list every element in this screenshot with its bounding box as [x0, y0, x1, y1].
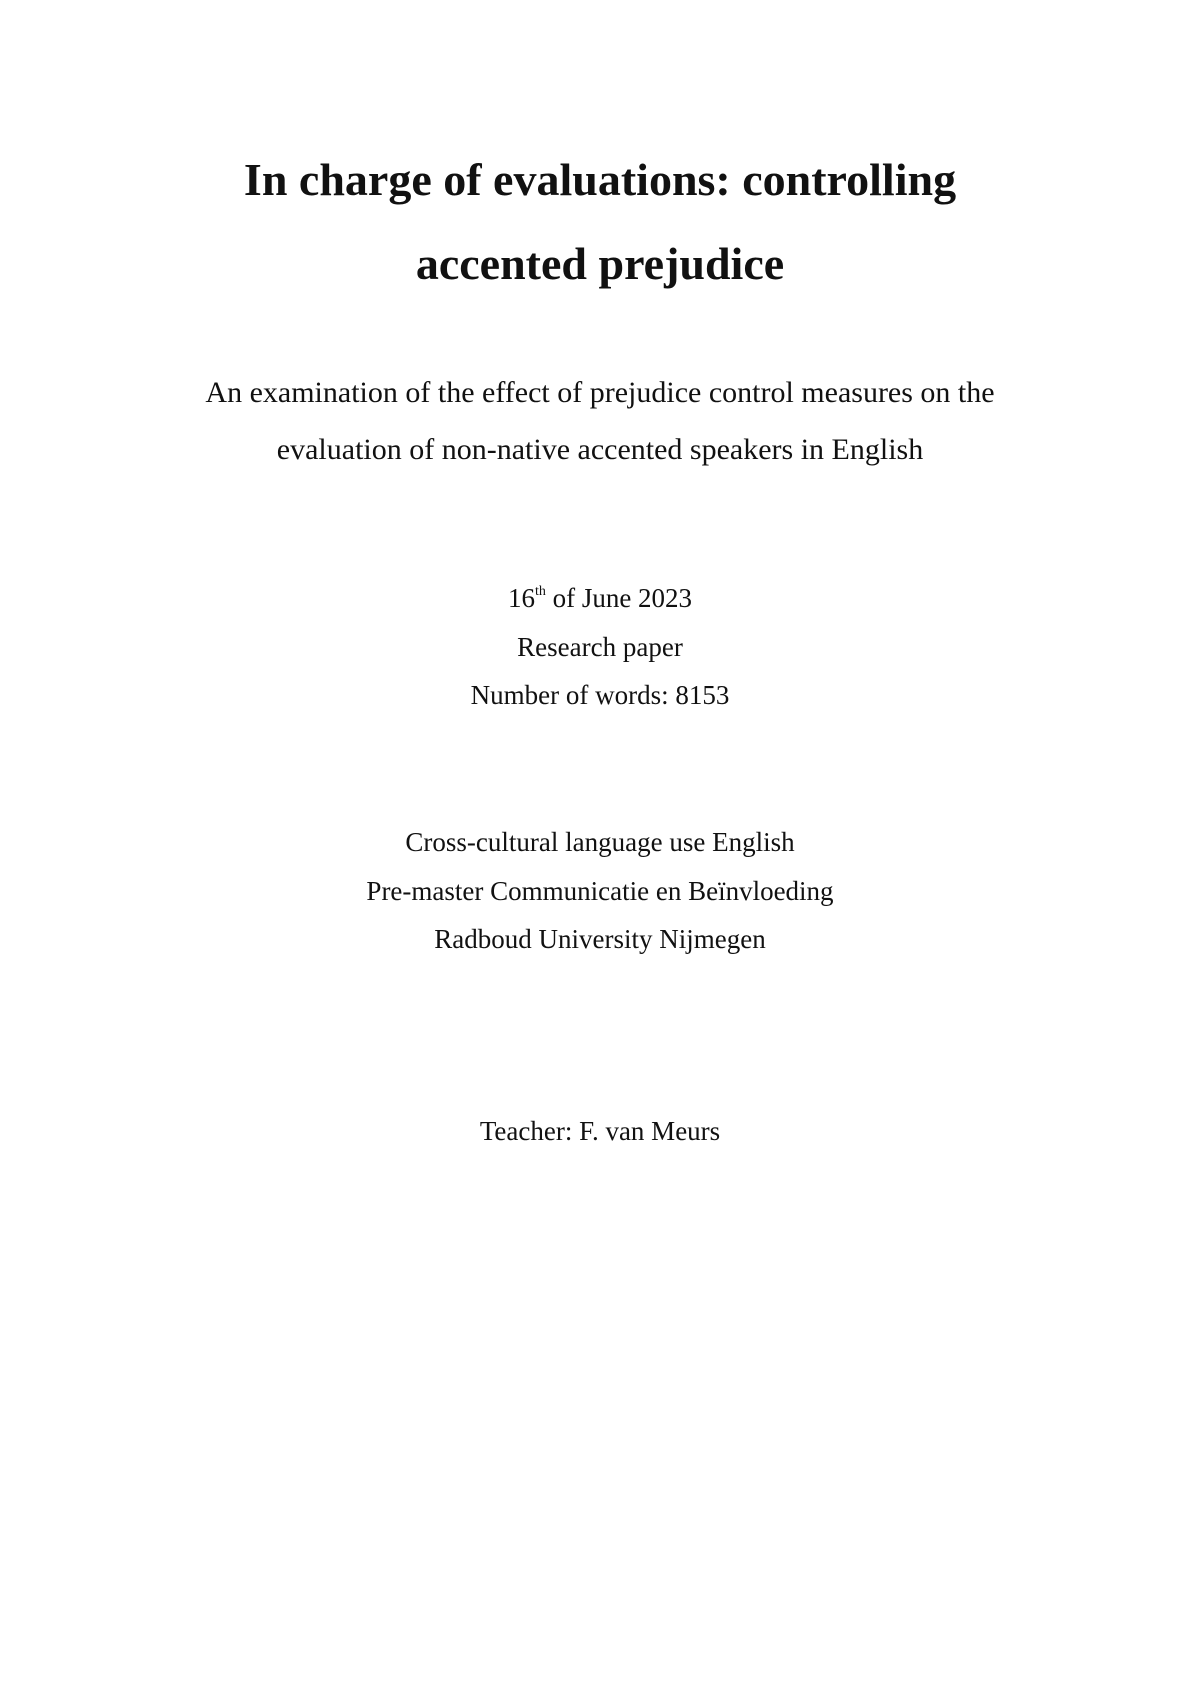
document-subtitle — [100, 364, 1100, 478]
word-count: Number of words: 8153 — [470, 680, 730, 710]
subtitle-line-1: An examination of the effect of prejudice control measures on the — [205, 376, 995, 409]
date-suffix: th — [534, 584, 546, 599]
paper-type: Research paper — [517, 631, 683, 662]
program-name: Pre-master Communicatie en Beïnvloeding — [366, 875, 834, 906]
teacher-name: Teacher: F. van Meurs — [479, 1116, 721, 1146]
document-title — [100, 138, 1100, 306]
affiliation-block — [100, 818, 1100, 964]
date-rest: of June 2023 — [545, 583, 693, 613]
subtitle-line-2: evaluation of non-native accented speakers in English — [276, 433, 924, 466]
paper-details — [100, 574, 1100, 720]
title-line-1: In charge of evaluations: controlling — [243, 154, 957, 205]
date-day: 16 — [507, 583, 535, 613]
title-line-2: accented prejudice — [415, 238, 785, 289]
university-name: Radboud University Nijmegen — [434, 924, 766, 954]
date-line — [100, 574, 1100, 623]
course-name: Cross-cultural language use English — [405, 827, 795, 857]
teacher-block — [100, 1107, 1100, 1156]
